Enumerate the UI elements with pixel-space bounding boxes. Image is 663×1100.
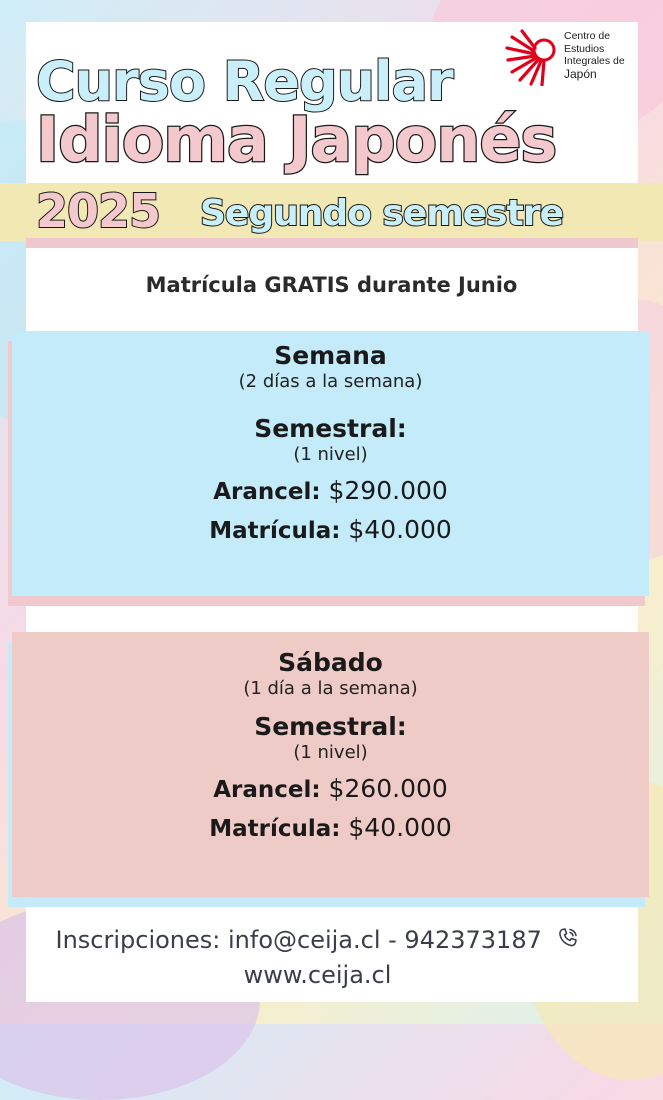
- year-band-accent: [26, 238, 638, 248]
- contact-line: [0, 926, 649, 956]
- saturday-frequency: (1 día a la semana): [243, 678, 418, 699]
- fee-label: Arancel:: [213, 777, 321, 803]
- saturday-fee: [12, 770, 649, 809]
- course-title: Curso Regular: [36, 50, 453, 113]
- enrollment-value: $40.000: [348, 515, 452, 544]
- contact-text[interactable]: Inscripciones: info@ceija.cl - 942373187: [55, 926, 542, 954]
- saturday-title: Sábado: [278, 648, 383, 677]
- enrollment-label: Matrícula:: [209, 518, 341, 544]
- saturday-plan: Semestral:: [254, 712, 407, 741]
- enrollment-value: $40.000: [348, 813, 452, 842]
- fee-value: $260.000: [328, 774, 448, 803]
- weekday-plan: Semestral:: [254, 414, 407, 443]
- ceija-logo[interactable]: [504, 28, 634, 90]
- saturday-enrollment: [12, 809, 649, 848]
- weekday-fee: [12, 472, 649, 511]
- semester-label: Segundo semestre: [200, 193, 563, 234]
- saturday-card: [12, 632, 649, 897]
- weekday-frequency: (2 días a la semana): [238, 371, 423, 392]
- promo-text: Matrícula GRATIS durante Junio: [145, 273, 518, 297]
- weekday-level: (1 nivel): [293, 444, 368, 465]
- website-link[interactable]: www.ceija.cl: [243, 961, 392, 989]
- saturday-level: (1 nivel): [293, 742, 368, 763]
- fee-label: Arancel:: [213, 479, 321, 505]
- language-title: Idioma Japonés: [36, 103, 557, 176]
- phone-icon: [556, 926, 580, 956]
- enrollment-label: Matrícula:: [209, 816, 341, 842]
- weekday-card: [12, 331, 649, 596]
- logo-text: Centro de Estudios Integrales de Japón: [564, 30, 625, 81]
- rising-sun-icon: [504, 28, 562, 86]
- year-label: 2025: [36, 184, 161, 238]
- weekday-enrollment: [12, 511, 649, 550]
- weekday-title: Semana: [274, 341, 387, 370]
- fee-value: $290.000: [328, 476, 448, 505]
